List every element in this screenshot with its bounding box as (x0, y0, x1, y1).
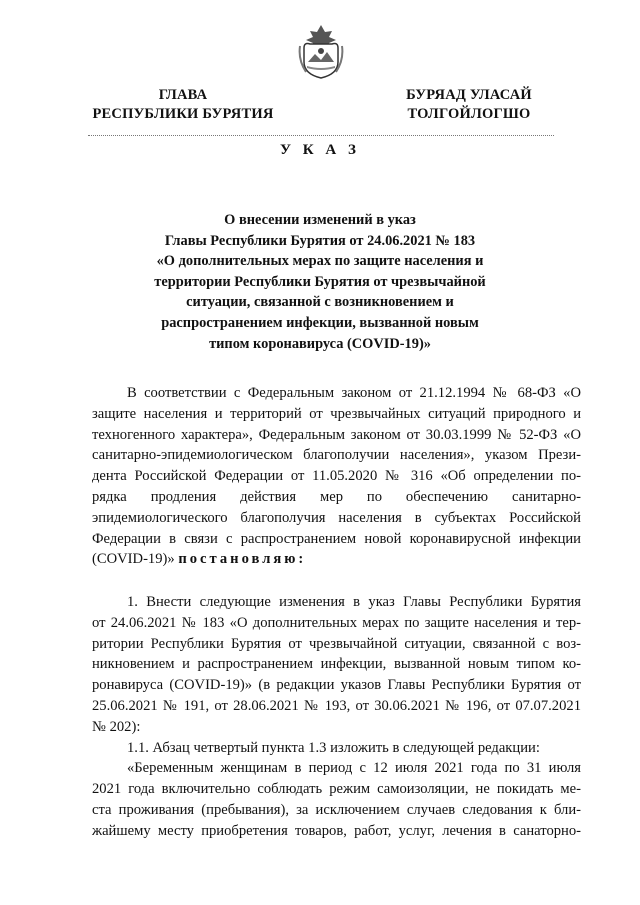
title-line: «О дополнительных мерах по защите населения и (156, 253, 484, 270)
header-right-line: ТОЛГОЙЛОГШО (407, 106, 531, 122)
preamble-paragraph (92, 383, 581, 570)
text-line-final (92, 549, 581, 570)
text-line: жайшему месту приобретения товаров, работ, услуг, лечения в санаторно- (92, 822, 581, 839)
text-line: «Беременным женщинам в период с 12 июля 2021 года по 31 июля (127, 760, 581, 777)
text-line: никновением и распространением инфекции, вызванной новым типом ко- (92, 656, 581, 673)
text-line: ронавируса (COVID-19)» (в редакции указов Главы Республики Бурятия от (92, 677, 581, 694)
text-line: В соответствии с Федеральным законом от 21.12.1994 № 68-ФЗ «О (127, 385, 581, 401)
header-left (88, 86, 278, 124)
resolves-word: постановляю: (178, 551, 307, 568)
title-line: О внесении изменений в указ (224, 212, 416, 228)
section-1 (92, 592, 581, 842)
header-divider (88, 135, 554, 136)
header-left-line: РЕСПУБЛИКИ БУРЯТИЯ (92, 106, 274, 122)
text-line: от 24.06.2021 № 183 «О дополнительных мерах по защите населения и тер- (92, 614, 581, 631)
text-line: 2021 года включительно соблюдать режим самоизоляции, не покидать ме- (92, 781, 581, 798)
title-line: распространением инфекции, вызванной новым (161, 314, 479, 331)
text-line: ста проживания (пребывания), за исключением случаев следования к бли- (92, 801, 581, 818)
document-type: У К А З (280, 142, 360, 158)
header-left-line: ГЛАВА (158, 87, 208, 103)
text-line: ритории Республики Бурятия от чрезвычайной ситуации, связанной с воз- (92, 635, 581, 652)
text-line: 1. Внести следующие изменения в указ Главы Республики Бурятия (127, 594, 581, 610)
title-line: ситуации, связанной с возникновением и (186, 294, 454, 311)
coat-of-arms-emblem (298, 22, 344, 80)
title-line: Главы Республики Бурятия от 24.06.2021 № 183 (164, 232, 476, 249)
header-right-line: БУРЯАД УЛАСАЙ (406, 87, 532, 103)
text-line: дента Российской Федерации от 11.05.2020 № 316 «Об определении по- (92, 468, 581, 485)
title-line: территории Республики Бурятия от чрезвычайной (154, 273, 486, 290)
text-line: 25.06.2021 № 191, от 28.06.2021 № 193, от 30.06.2021 № 196, от 07.07.2021 (92, 697, 581, 714)
text-line: 1.1. Абзац четвертый пункта 1.3 изложить в следующей редакции: (127, 739, 540, 756)
text-line: защите населения и территорий от чрезвычайных ситуаций природного и (92, 405, 581, 422)
document-title (140, 210, 500, 354)
text-line: рядка продления действия мер по обеспечению санитарно- (92, 488, 581, 505)
title-line: типом коронавируса (COVID-19)» (209, 335, 431, 352)
text-line: техногенного характера», Федеральным законом от 30.03.1999 № 52-ФЗ «О (92, 426, 581, 443)
text-line: Федерации в связи с распространением новой коронавирусной инфекции (92, 530, 581, 547)
text-line: эпидемиологического благополучия населения в субъектах Российской (92, 509, 581, 526)
text-line: санитарно-эпидемиологическом благополучии населения», указом Прези- (92, 447, 581, 464)
text-line: № 202): (92, 718, 141, 735)
header-right (384, 86, 554, 124)
text-line: (COVID-19)» (92, 551, 175, 568)
